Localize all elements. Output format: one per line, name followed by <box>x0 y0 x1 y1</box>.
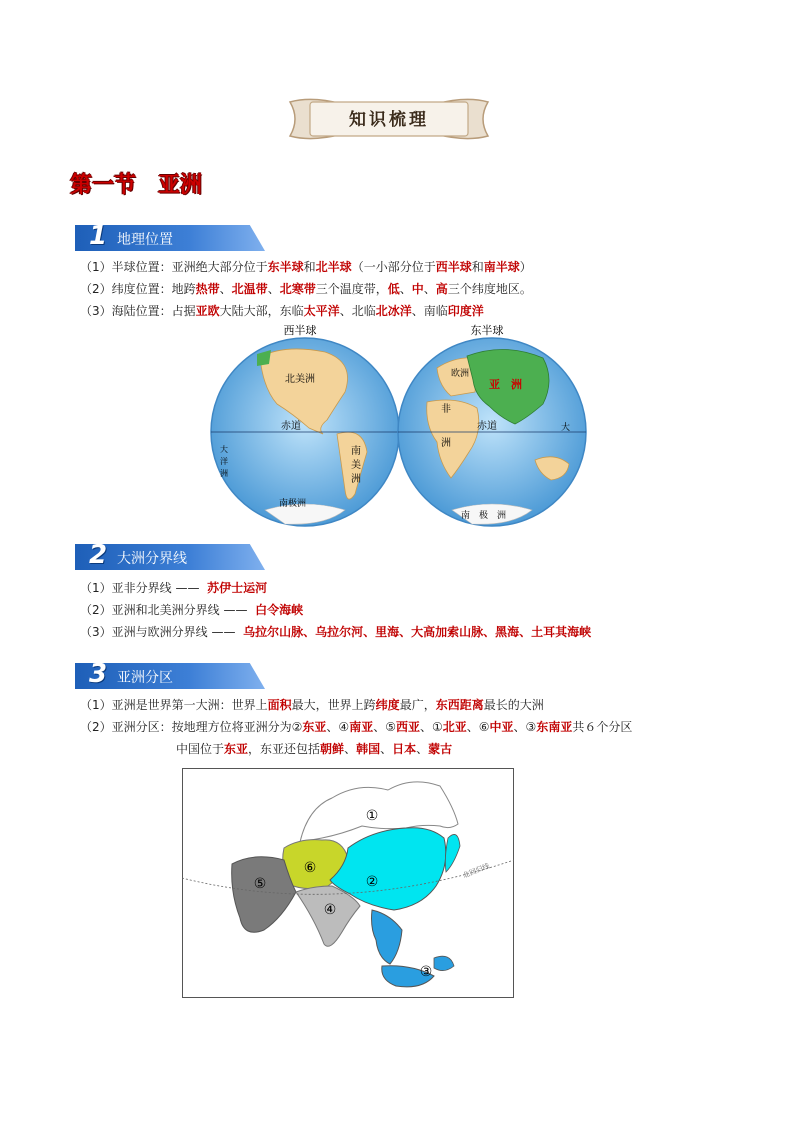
text-line: 中国位于东亚，东亚还包括朝鲜、韩国、日本、蒙古 <box>176 742 453 756</box>
label-tropic: 北回归线 <box>461 861 491 880</box>
section-number: 1 <box>89 221 108 251</box>
label-asia: 亚 洲 <box>489 378 522 391</box>
section-label: 地理位置 <box>117 232 173 248</box>
label-oceania: 大 <box>561 423 571 433</box>
text-line: （3）海陆位置：占据亚欧大陆大部，东临太平洋、北临北冰洋、南临印度洋 <box>80 304 484 318</box>
text-line: （1）半球位置：亚洲绝大部分位于东半球和北半球（一小部分位于西半球和南半球） <box>80 260 532 274</box>
label-antarctica-east: 南 极 洲 <box>461 511 507 521</box>
label-africa-2: 洲 <box>441 438 451 449</box>
banner-title: 知识梳理 <box>349 110 429 130</box>
label-antarctica-west: 南极洲 <box>279 499 307 509</box>
section-label: 亚洲分区 <box>117 670 173 686</box>
label-south-america-3: 洲 <box>351 474 361 485</box>
west-hemisphere-title: 西半球 <box>283 324 317 337</box>
label-equator-west: 赤道 <box>281 421 301 432</box>
section-header-regions <box>75 659 275 689</box>
region-label-2: ② <box>365 874 379 890</box>
section-label: 大洲分界线 <box>117 551 187 567</box>
section-header-boundaries <box>75 540 275 570</box>
section-title: 第一节 亚洲 <box>70 173 203 198</box>
text-line: （1）亚非分界线 —— 苏伊士运河 <box>80 581 268 595</box>
text-line: （2）亚洲分区：按地理方位将亚洲分为②东亚、④南亚、⑤西亚、①北亚、⑥中亚、③东南亚共６个分区 <box>80 720 633 734</box>
asia-regions-map <box>182 768 514 998</box>
text-line: （2）亚洲和北美洲分界线 —— 白令海峡 <box>80 603 304 617</box>
label-equator-east: 赤道 <box>477 421 497 432</box>
section-header-location <box>75 221 275 251</box>
label-south-america-2: 美 <box>351 460 361 471</box>
label-north-america: 北美洲 <box>285 374 315 385</box>
text-line: （1）亚洲是世界第一大洲：世界上面积最大，世界上跨纬度最广，东西距离最长的大洲 <box>80 698 544 712</box>
label-ocean-w2: 洋 <box>220 457 228 466</box>
text-line: （2）纬度位置：地跨热带、北温带、北寒带三个温度带，低、中、高三个纬度地区。 <box>80 282 532 296</box>
region-label-4: ④ <box>323 902 337 918</box>
region-label-1: ① <box>365 808 379 824</box>
text-line: （3）亚洲与欧洲分界线 —— 乌拉尔山脉、乌拉尔河、里海、大高加索山脉、黑海、土耳其海峡 <box>80 625 592 639</box>
hemisphere-map <box>205 322 590 527</box>
label-south-america-1: 南 <box>351 446 361 457</box>
label-ocean-w3: 洲 <box>220 469 228 478</box>
label-europe: 欧洲 <box>451 369 470 379</box>
region-label-6: ⑥ <box>303 860 317 876</box>
region-label-3: ③ <box>419 964 433 980</box>
label-ocean-w1: 大 <box>220 445 228 454</box>
section-number: 2 <box>89 540 108 570</box>
label-africa-1: 非 <box>441 404 451 415</box>
region-label-5: ⑤ <box>253 876 267 892</box>
section-number: 3 <box>89 659 108 689</box>
east-hemisphere-title: 东半球 <box>470 324 504 337</box>
